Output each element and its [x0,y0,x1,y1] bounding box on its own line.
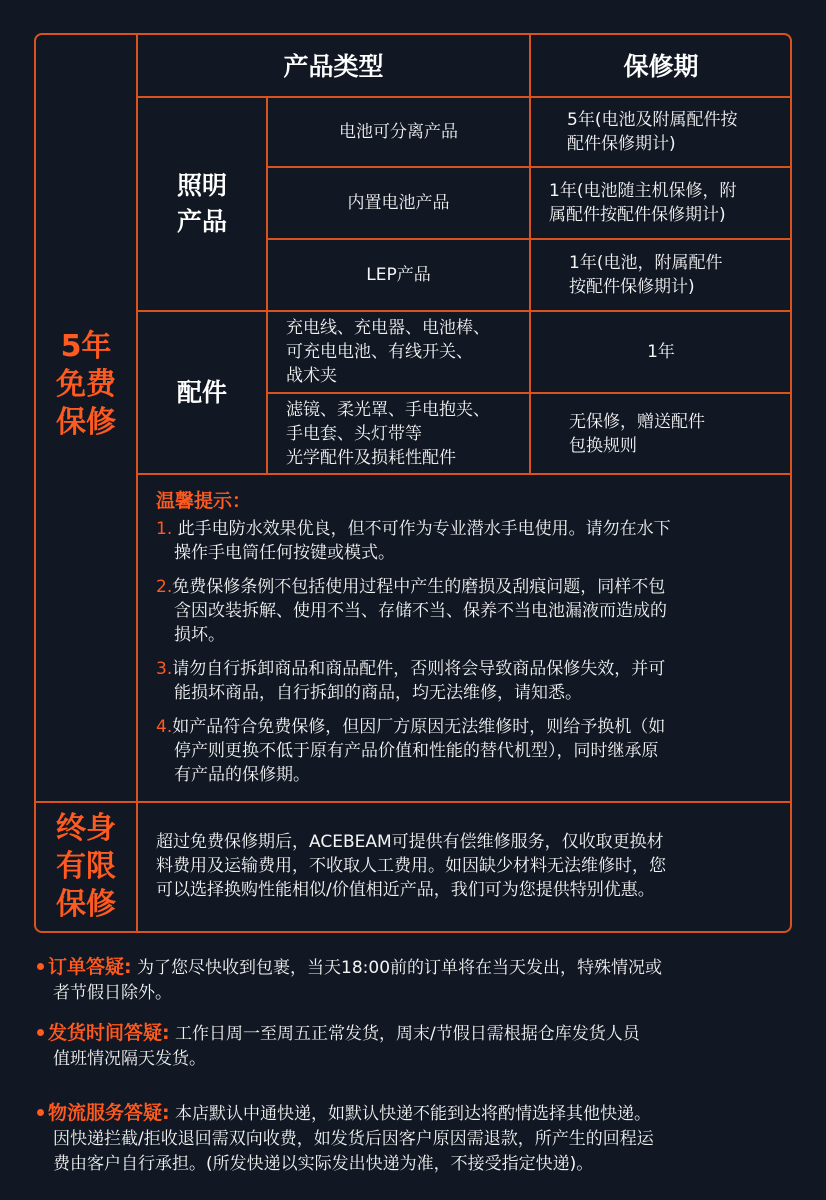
period-text: 属配件按配件保修期计) [549,205,726,225]
faq-text: 工作日周一至周五正常发货，周末/节假日需根据仓库发货人员 [169,1024,640,1044]
product-cell [268,394,529,473]
product-text: 电池可分离产品 [339,122,458,142]
free-warranty-label [36,320,136,450]
lifetime-text: 料费用及运输费用，不收取人工费用。如因缺少材料无法维修时，您 [156,856,666,876]
faq-text: 费由客户自行承担。(所发快递以实际发出快递为准，不接受指定快递)。 [53,1154,594,1174]
category-text: 配件 [176,377,227,407]
period-text: 包换规则 [569,435,637,456]
product-text: 滤镜、柔光罩、手电抱夹、 [286,399,490,420]
lifetime-line: 终身 [56,811,116,846]
product-cell [268,98,529,166]
period-cell [531,312,791,392]
tip-text: 操作手电筒任何按键或模式。 [174,543,395,563]
period-text: 1年(电池随主机保修，附 [549,181,737,201]
tip-text: 如产品符合免费保修，但因厂方原因无法维修时，则给予换机（如 [172,717,666,737]
faq-shipping-time [37,1021,797,1072]
bullet-icon [37,1109,44,1116]
header-product-type: 产品类型 [283,52,384,81]
product-cell [268,168,529,238]
tip-text: 请勿自行拆卸商品和商品配件，否则将会导致商品保修失效，并可 [172,659,666,679]
lifetime-description [156,830,786,902]
tip-number: 4. [156,717,173,737]
period-text: 配件保修期计) [567,134,676,154]
faq-label: 物流服务答疑: [48,1102,170,1124]
tip-text: 含因改装拆解、使用不当、存储不当、保养不当电池漏液而造成的 [174,601,667,621]
product-cell [268,240,529,310]
period-cell [531,168,791,238]
lifetime-text: 可以选择换购性能相似/价值相近产品，我们可为您提供特别优惠。 [156,880,655,900]
category-text: 产品 [176,207,227,236]
faq-logistics [37,1101,797,1177]
faq-text: 因快递拦截/拒收退回需双向收费，如发货后因客户原因需退款，所产生的回程运 [53,1129,654,1149]
header-warranty-period: 保修期 [623,52,699,81]
tip-text: 能损坏商品，自行拆卸的商品，均无法维修，请知悉。 [174,683,582,703]
free-warranty-line: 5年 [60,329,112,364]
tip-item [156,657,786,705]
tip-item [156,575,786,647]
divider [34,801,791,803]
tip-text: 免费保修条例不包括使用过程中产生的磨损及刮痕问题，同样不包 [172,577,666,597]
period-text: 无保修，赠送配件 [569,411,705,432]
period-text: 按配件保修期计) [569,277,695,297]
product-cell [268,312,529,392]
bullet-icon [37,963,44,970]
category-lighting [138,98,266,310]
tip-number: 1. [156,519,173,539]
faq-text: 值班情况隔天发货。 [53,1049,206,1069]
tip-item [156,715,786,787]
product-text: 内置电池产品 [347,193,450,213]
period-text: 1年(电池，附属配件 [569,253,723,273]
category-text: 照明 [176,171,227,200]
tip-text: 此手电防水效果优良，但不可作为专业潜水手电使用。请勿在水下 [172,519,671,539]
product-text: 手电套、头灯带等 [286,423,422,444]
lifetime-line: 保修 [56,887,116,922]
faq-text: 为了您尽快收到包裹，当天18:00前的订单将在当天发出，特殊情况或 [131,958,663,978]
product-text: LEP产品 [366,265,431,285]
faq-text: 本店默认中通快递，如默认快递不能到达将酌情选择其他快递。 [169,1104,652,1124]
lifetime-warranty-label [36,803,136,931]
tip-number: 2. [156,577,173,597]
product-text: 可充电电池、有线开关、 [286,342,473,362]
tip-text: 停产则更换不低于原有产品价值和性能的替代机型），同时继承原 [174,741,659,761]
faq-label: 订单答疑: [48,956,132,978]
faq-order [37,955,797,1006]
period-text: 1年 [647,342,675,362]
tip-text: 损坏。 [174,625,225,645]
product-text: 充电线、充电器、电池棒、 [286,318,490,338]
period-text: 5年(电池及附属配件按 [567,110,738,130]
divider [136,473,791,475]
tip-number: 3. [156,659,173,679]
faq-label: 发货时间答疑: [48,1022,170,1044]
product-text: 战术夹 [286,366,337,386]
tips-title: 温馨提示： [156,490,252,512]
lifetime-text: 超过免费保修期后，ACEBEAM可提供有偿维修服务，仅收取更换材 [156,832,664,852]
bullet-icon [37,1029,44,1036]
period-cell [531,394,791,473]
lifetime-line: 有限 [56,849,116,884]
faq-text: 者节假日除外。 [53,983,172,1003]
period-cell [531,98,791,166]
free-warranty-line: 保修 [56,405,116,440]
category-accessories [138,312,266,473]
product-text: 光学配件及损耗性配件 [286,447,456,468]
tip-text: 有产品的保修期。 [174,765,310,785]
free-warranty-line: 免费 [56,367,116,402]
period-cell [531,240,791,310]
tips-section [156,486,786,787]
tip-item [156,517,786,565]
